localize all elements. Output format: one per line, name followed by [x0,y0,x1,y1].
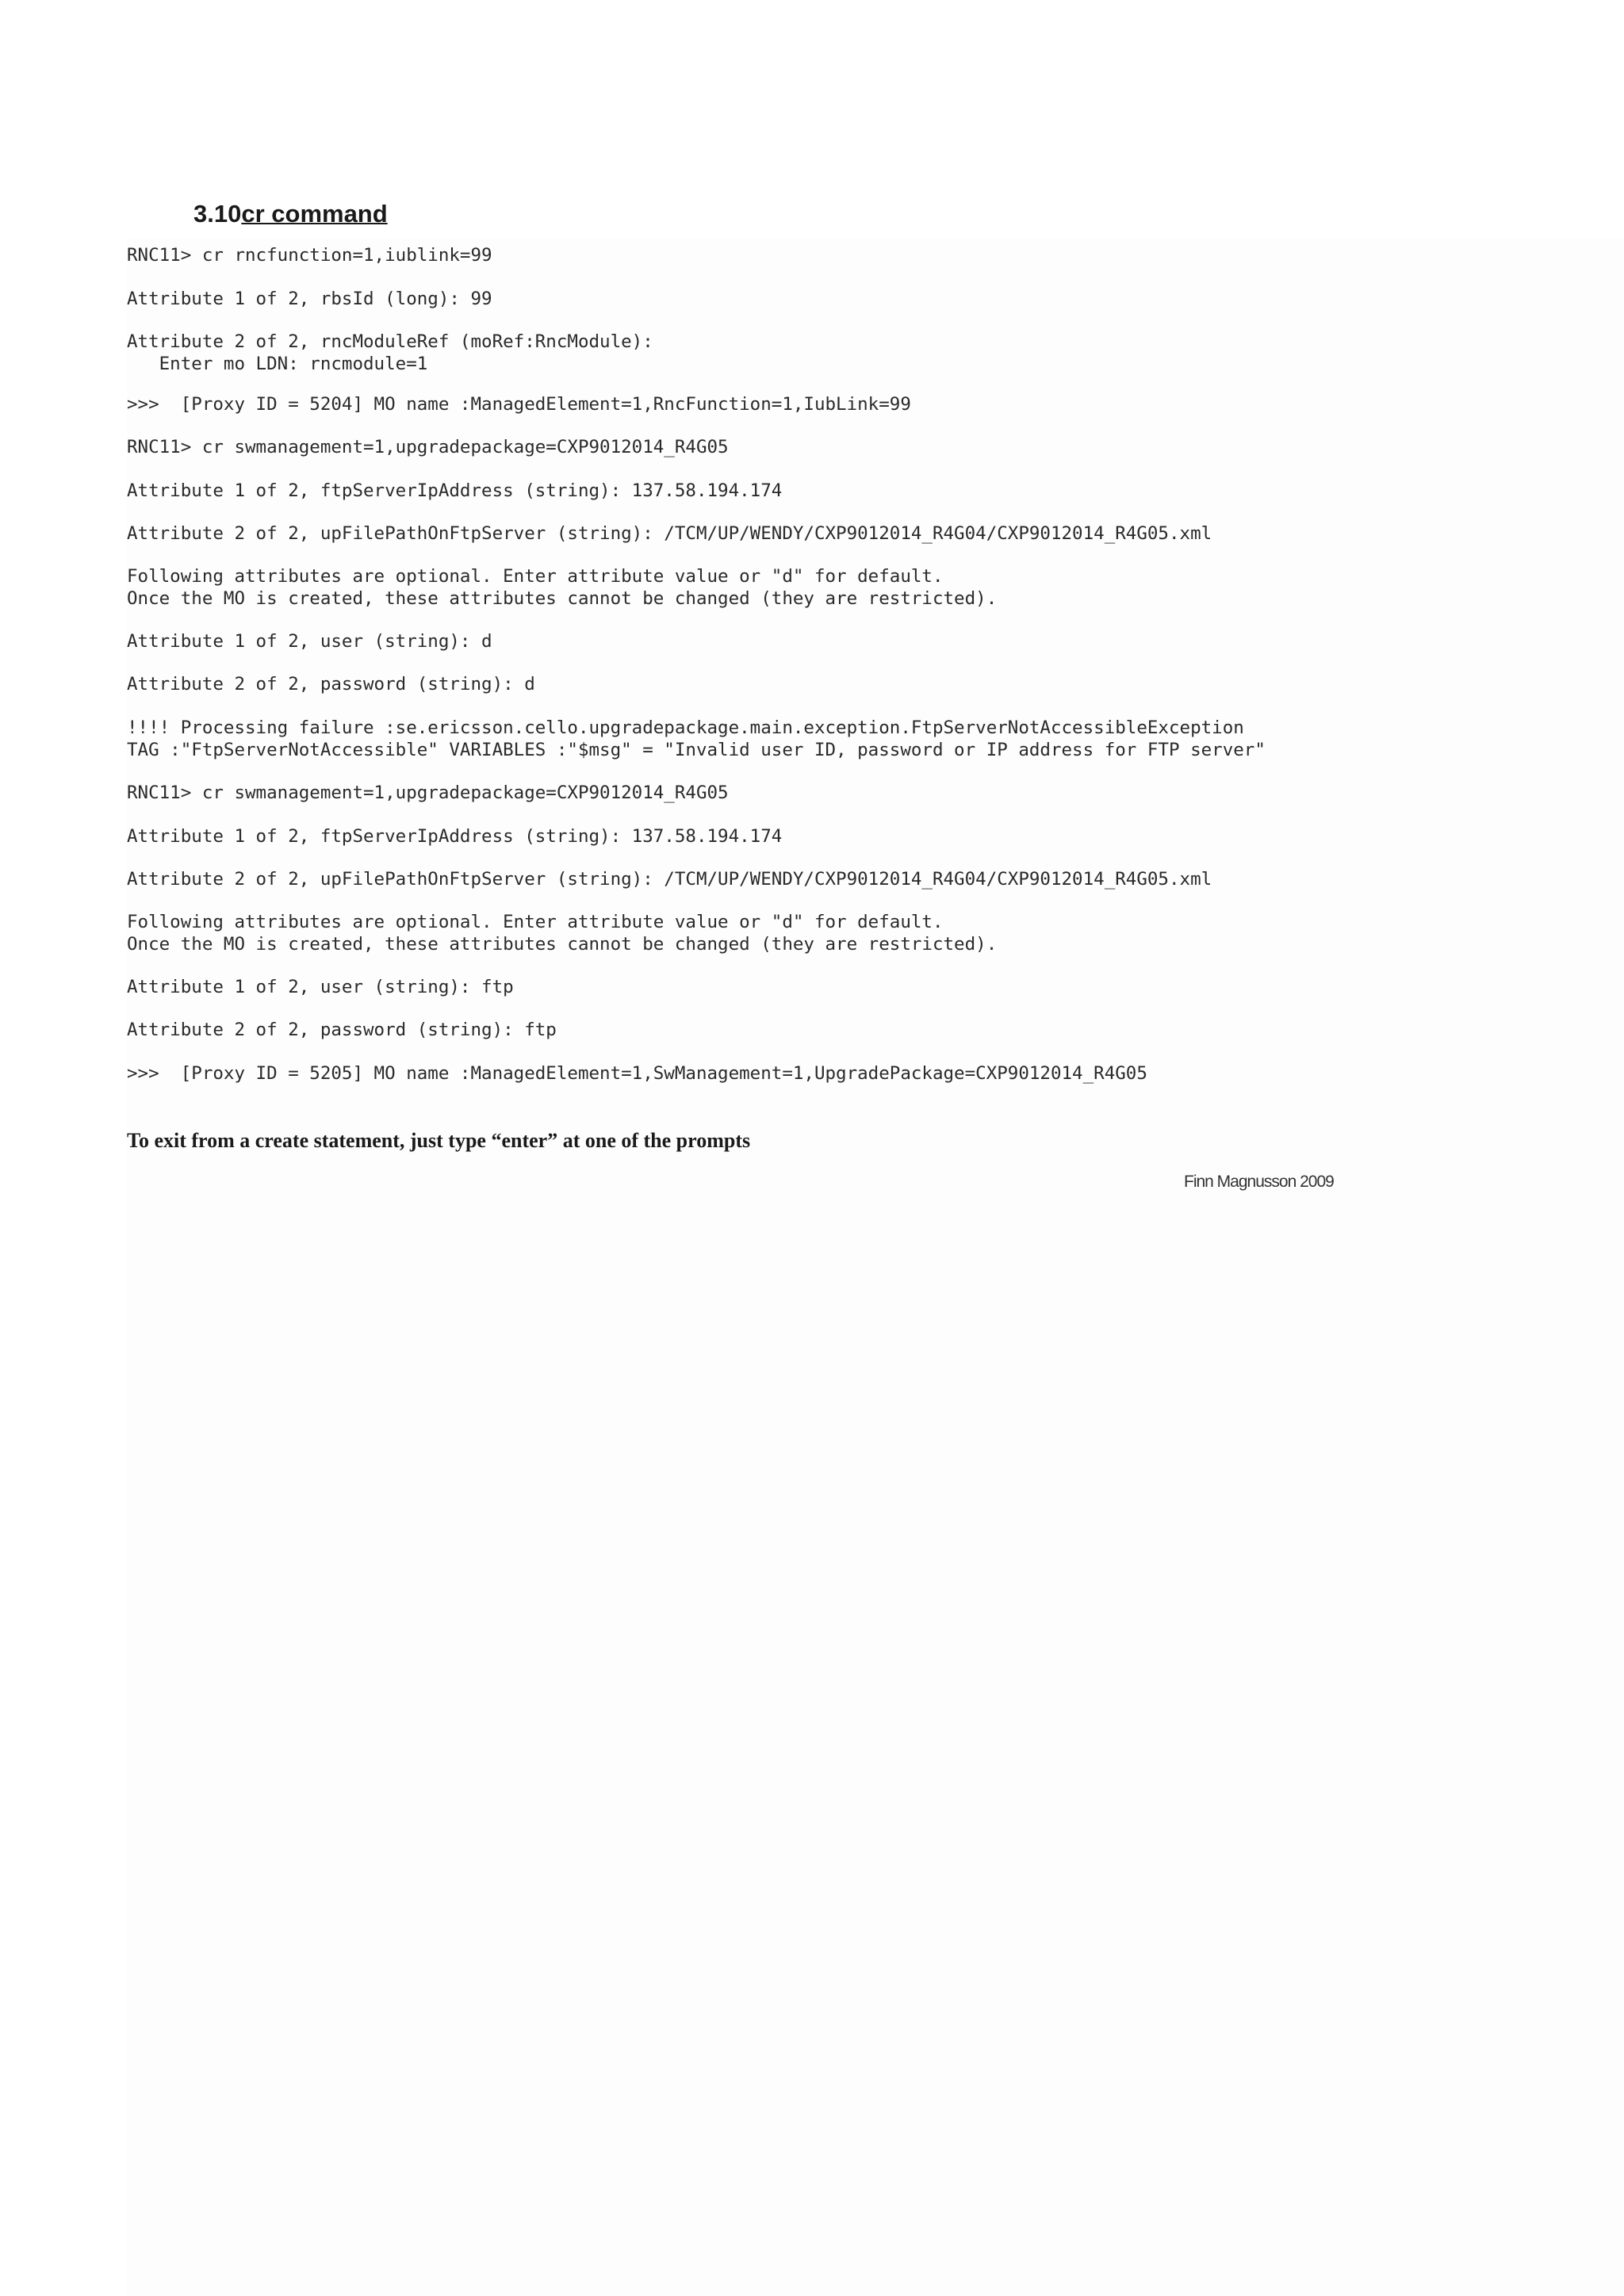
terminal-line: >>> [Proxy ID = 5205] MO name :ManagedElement=1,SwManagement=1,UpgradePackage=CXP9012014_R4G05 [127,1063,1147,1084]
content-area [127,238,1624,2296]
terminal-line: Attribute 1 of 2, user (string): d [127,631,492,652]
terminal-line: RNC11> cr swmanagement=1,upgradepackage=CXP9012014_R4G05 [127,437,729,457]
terminal-line: Attribute 2 of 2, password (string): ftp [127,1020,557,1040]
terminal-line: Attribute 2 of 2, password (string): d [127,674,535,695]
terminal-line: RNC11> cr swmanagement=1,upgradepackage=CXP9012014_R4G05 [127,783,729,803]
terminal-line: Attribute 2 of 2, rncModuleRef (moRef:RncModule): Enter mo LDN: rncmodule=1 [127,331,653,374]
terminal-line: Attribute 1 of 2, rbsId (long): 99 [127,289,492,309]
terminal-line: Following attributes are optional. Enter attribute value or "d" for default. Once the MO is created, these attributes cannot be changed (they are restricted). [127,912,998,955]
section-number: 3.10 [193,200,242,228]
terminal-line: >>> [Proxy ID = 5204] MO name :ManagedElement=1,RncFunction=1,IubLink=99 [127,394,911,415]
section-heading [193,200,388,228]
terminal-line: Attribute 2 of 2, upFilePathOnFtpServer (string): /TCM/UP/WENDY/CXP9012014_R4G04/CXP9012014_R4G05.xml [127,523,1212,544]
terminal-line: Attribute 1 of 2, ftpServerIpAddress (string): 137.58.194.174 [127,826,783,847]
terminal-line: RNC11> cr rncfunction=1,iublink=99 [127,245,492,266]
terminal-line: Attribute 1 of 2, ftpServerIpAddress (string): 137.58.194.174 [127,480,783,501]
exit-note: To exit from a create statement, just type “enter” at one of the prompts [127,1129,751,1152]
terminal-line: Following attributes are optional. Enter attribute value or "d" for default. Once the MO is created, these attributes cannot be changed (they are restricted). [127,566,998,609]
terminal-line: Attribute 2 of 2, upFilePathOnFtpServer (string): /TCM/UP/WENDY/CXP9012014_R4G04/CXP9012014_R4G05.xml [127,869,1212,890]
section-title: cr command [241,200,388,228]
page-footer: Finn Magnusson 2009 [1184,1173,1334,1191]
error-message: !!!! Processing failure :se.ericsson.cello.upgradepackage.main.exception.FtpServerNotAccessibleException TAG :"FtpServerNotAccessible" VARIABLES :"$msg" = "Invalid user ID, password or IP address for FTP server" [127,718,1266,760]
terminal-line: Attribute 1 of 2, user (string): ftp [127,977,514,997]
